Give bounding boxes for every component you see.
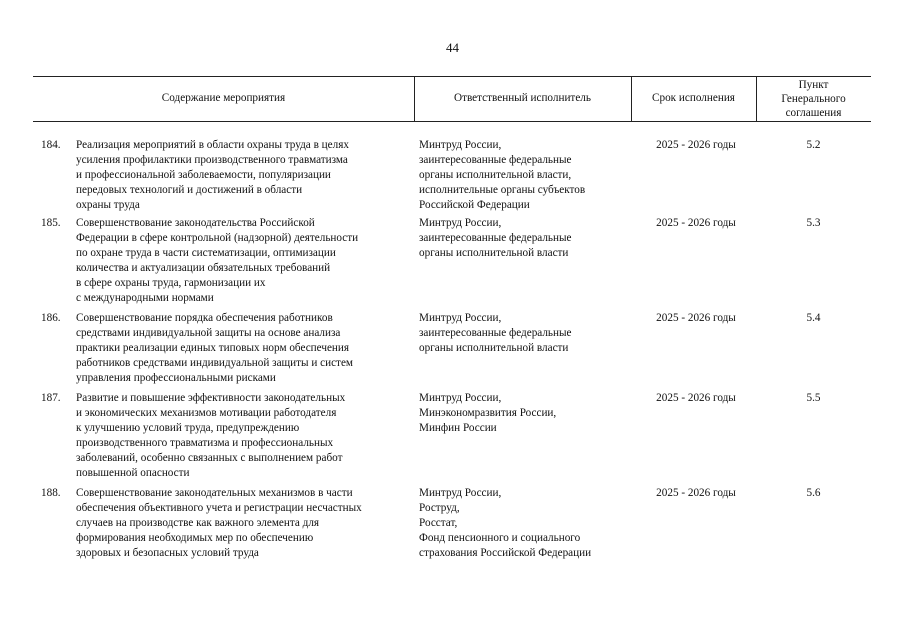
header-content: Содержание мероприятия (161, 92, 286, 104)
row-agreement-item: 5.3 (806, 217, 821, 229)
row-agreement-item: 5.4 (806, 312, 821, 324)
row-description: Реализация мероприятий в области охраны труда в целях усиления профилактики производственного травматизма и профессиональной заболеваемости, популяризации передовых технологий и достижений в области охраны труда (76, 139, 349, 211)
row-description: Совершенствование порядка обеспечения работников средствами индивидуальной защиты на основе анализа практики реализации единых типовых норм обеспечения работников средствами индивидуальной защиты и систем управления профессиональными рисками (76, 312, 353, 384)
row-description: Развитие и повышение эффективности законодательных и экономических механизмов мотивации работодателя к улучшению условий труда, предупреждению производственного травматизма и профессиональных заболеваний, особенно связанных с выполнением работ повышенной опасности (76, 392, 346, 479)
header-agreement-item: Пункт Генерального соглашения (781, 78, 846, 119)
row-number: 188. (41, 487, 61, 499)
row-agreement-item: 5.5 (806, 392, 821, 404)
row-responsible: Минтруд России, Минэкономразвития России, Минфин России (419, 392, 557, 434)
row-description: Совершенствование законодательства Российской Федерации в сфере контрольной (надзорной) деятельности по охране труда в части систематизации, оптимизации количества и актуализации обязательных требований в сфере охраны труда, гармонизации их с международными нормами (76, 217, 359, 304)
row-number: 186. (41, 312, 61, 324)
header-responsible: Ответственный исполнитель (454, 92, 591, 104)
row-number: 184. (41, 139, 61, 151)
row-responsible: Минтруд России, заинтересованные федеральные органы исполнительной власти (419, 312, 572, 354)
row-description: Совершенствование законодательных механизмов в части обеспечения объективного учета и регистрации несчастных случаев на производстве как важного элемента для формирования необходимых мер по обеспечению здоровых и безопасных условий труда (76, 487, 362, 559)
header-bottom-rule (33, 121, 871, 122)
row-term: 2025 - 2026 годы (656, 392, 736, 404)
row-term: 2025 - 2026 годы (656, 312, 736, 324)
header-term: Срок исполнения (652, 92, 735, 104)
row-term: 2025 - 2026 годы (656, 139, 736, 151)
row-agreement-item: 5.2 (806, 139, 821, 151)
row-agreement-item: 5.6 (806, 487, 821, 499)
row-term: 2025 - 2026 годы (656, 487, 736, 499)
row-number: 187. (41, 392, 61, 404)
row-responsible: Минтруд России, Роструд, Росстат, Фонд пенсионного и социального страхования Российской Федерации (419, 487, 592, 559)
page-number: 44 (446, 40, 459, 55)
row-term: 2025 - 2026 годы (656, 217, 736, 229)
row-responsible: Минтруд России, заинтересованные федеральные органы исполнительной власти, исполнительные органы субъектов Российской Федерации (419, 139, 586, 211)
row-number: 185. (41, 217, 61, 229)
row-responsible: Минтруд России, заинтересованные федеральные органы исполнительной власти (419, 217, 572, 259)
